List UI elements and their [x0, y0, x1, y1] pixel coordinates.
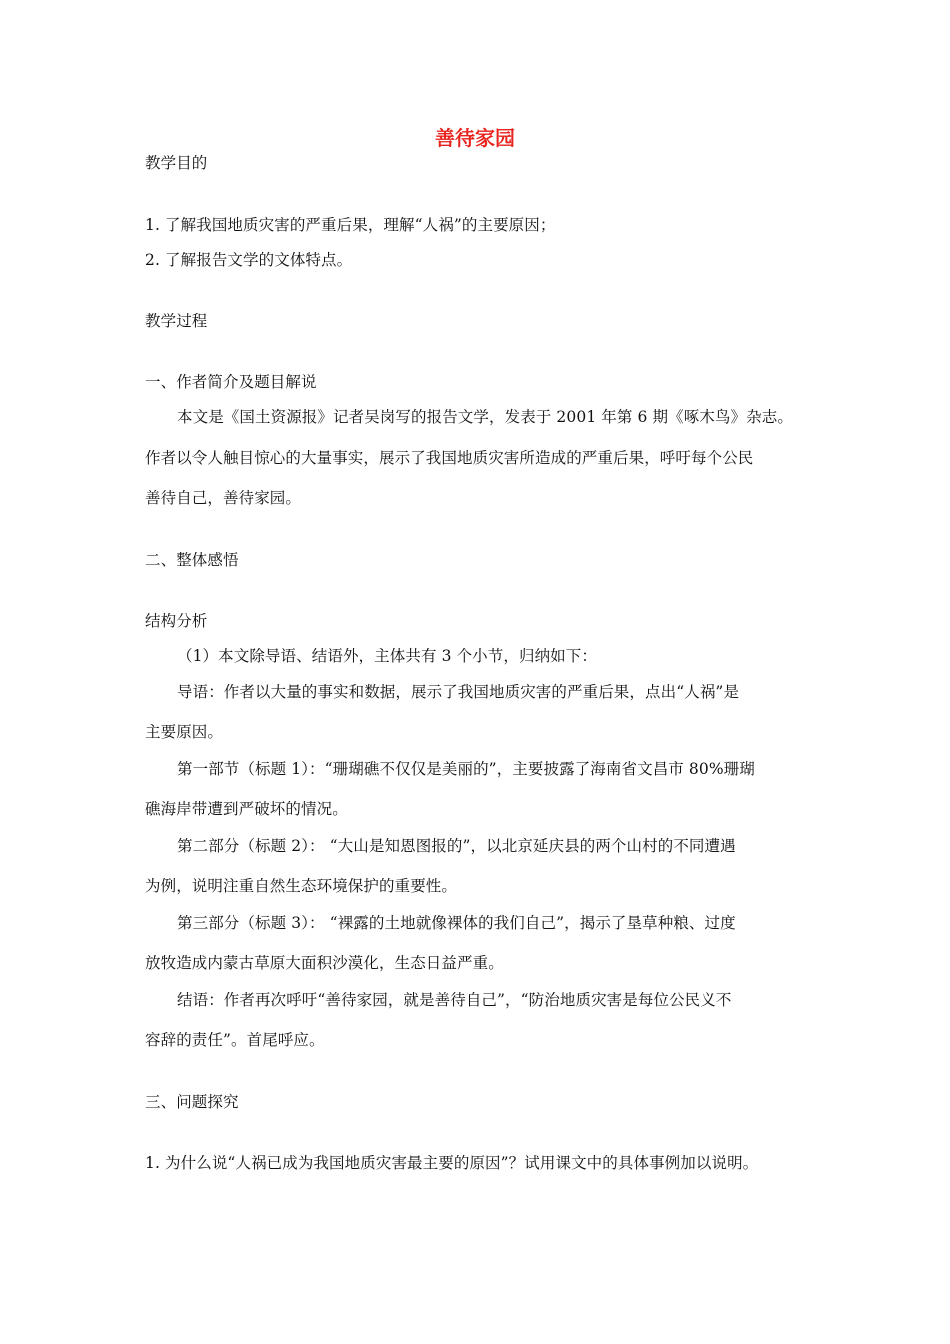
paragraph-line: 礁海岸带遭到严破坏的情况。: [145, 800, 348, 818]
section-heading-teaching-goals: 教学目的: [145, 154, 208, 172]
section-heading-author-intro: 一、作者简介及题目解说: [145, 373, 317, 391]
section-heading-problem-exploration: 三、问题探究: [145, 1093, 239, 1111]
goal-item-2: 2. 了解报告文学的文体特点。: [145, 251, 353, 269]
section-heading-overall-perception: 二、整体感悟: [145, 551, 239, 569]
paragraph-line: 容辞的责任”。首尾呼应。: [145, 1031, 325, 1049]
section-heading-teaching-process: 教学过程: [145, 312, 208, 330]
subheading-structure-analysis: 结构分析: [145, 612, 208, 630]
paragraph-line: 为例，说明注重自然生态环境保护的重要性。: [145, 877, 458, 895]
paragraph-line: 作者以令人触目惊心的大量事实，展示了我国地质灾害所造成的严重后果，呼吁每个公民: [145, 449, 754, 467]
paragraph-line: 第三部分（标题 3）： “裸露的土地就像裸体的我们自己”，揭示了垦草种粮、过度: [177, 914, 736, 932]
paragraph-line: 善待自己，善待家园。: [145, 489, 302, 507]
paragraph-line: 放牧造成内蒙古草原大面积沙漠化，生态日益严重。: [145, 954, 504, 972]
paragraph-line: 本文是《国土资源报》记者吴岗写的报告文学，发表于 2001 年第 6 期《啄木鸟》杂志。: [177, 408, 793, 426]
paragraph-line: （1）本文除导语、结语外，主体共有 3 个小节，归纳如下：: [177, 647, 597, 665]
paragraph-line: 第一部节（标题 1）：“珊瑚礁不仅仅是美丽的”，主要披露了海南省文昌市 80%珊瑚: [177, 760, 755, 778]
question-item-1: 1. 为什么说“人祸已成为我国地质灾害最主要的原因”？试用课文中的具体事例加以说明。: [145, 1154, 759, 1172]
goal-item-1: 1. 了解我国地质灾害的严重后果，理解“人祸”的主要原因；: [145, 216, 556, 234]
paragraph-line: 导语：作者以大量的事实和数据，展示了我国地质灾害的严重后果，点出“人祸”是: [177, 683, 740, 701]
paragraph-line: 结语：作者再次呼吁“善待家园，就是善待自己”，“防治地质灾害是每位公民义不: [177, 991, 732, 1009]
paragraph-line: 主要原因。: [145, 723, 224, 741]
paragraph-line: 第二部分（标题 2）： “大山是知恩图报的”，以北京延庆县的两个山村的不同遭遇: [177, 837, 736, 855]
document-title: 善待家园: [435, 126, 515, 150]
